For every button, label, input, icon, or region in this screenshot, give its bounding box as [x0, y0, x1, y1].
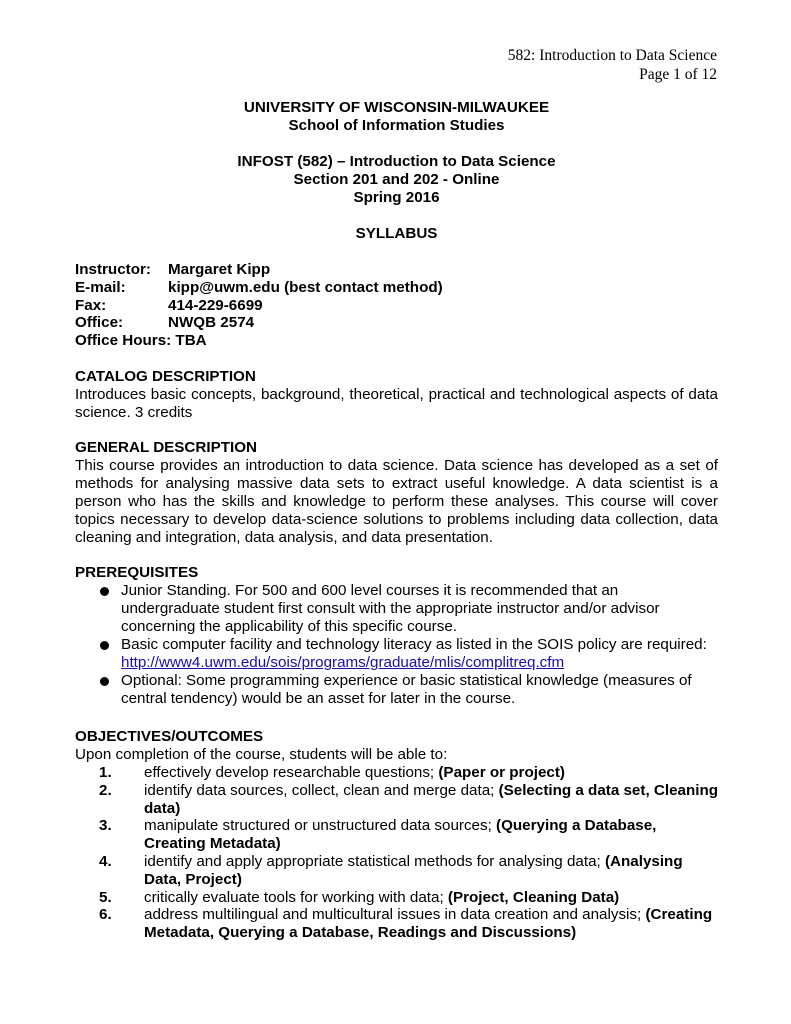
list-item	[75, 636, 718, 672]
list-item	[75, 582, 718, 636]
list-item	[75, 906, 718, 942]
objectives-list	[75, 764, 718, 942]
school-name: School of Information Studies	[288, 117, 505, 134]
prerequisites-heading: PREREQUISITES	[75, 564, 199, 581]
objective-tag: (Querying a Database, Creating Metadata)	[144, 817, 657, 853]
objective-number: 3.	[99, 817, 112, 835]
office-row	[75, 314, 718, 332]
general-text: This course provides an introduction to data science. Data science has developed as a set of methods for analysing massive data sets to extract useful knowledge. A data scientist is a person who has the skills and knowledge to perform these analyses. This course will cover topics necessary to develop data-science solutions to problems including data collection, data cleaning and integration, data analysis, and data presentation.	[75, 457, 718, 546]
list-item	[75, 672, 718, 708]
general-heading: GENERAL DESCRIPTION	[75, 439, 257, 456]
office-label: Office:	[75, 314, 124, 332]
university-name: UNIVERSITY OF WISCONSIN-MILWAUKEE	[243, 99, 550, 116]
office-hours: Office Hours: TBA	[75, 332, 207, 350]
catalog-heading: CATALOG DESCRIPTION	[75, 368, 256, 385]
instructor-info	[75, 261, 718, 350]
header-page-number: Page 1 of 12	[639, 66, 717, 83]
bullet-icon	[100, 677, 109, 686]
objective-number: 5.	[99, 888, 112, 906]
sois-policy-link[interactable]: http://www4.uwm.edu/sois/programs/graduate/mlis/complitreq.cfm	[121, 654, 565, 671]
list-item	[75, 764, 718, 782]
fax-value: 414-229-6699	[168, 296, 263, 314]
objective-number: 2.	[99, 781, 112, 799]
email-row	[75, 279, 718, 297]
objective-number: 4.	[99, 852, 112, 870]
email-label: E-mail:	[75, 278, 126, 296]
course-term: Spring 2016	[353, 189, 440, 206]
objective-text: identify and apply appropriate statistical methods for analysing data;	[144, 852, 605, 870]
objective-text: address multilingual and multicultural issues in data creation and analysis;	[144, 906, 646, 924]
office-hours-row	[75, 332, 718, 350]
bullet-icon	[100, 587, 109, 596]
instructor-name: Margaret Kipp	[168, 261, 271, 278]
prerequisite-1: Junior Standing. For 500 and 600 level courses it is recommended that an undergraduate student first consult with the appropriate instructor and/or advisor concerning the applicability of this specific course.	[121, 582, 660, 635]
fax-row	[75, 297, 718, 315]
objective-tag: (Analysing Data, Project)	[144, 852, 683, 888]
fax-label: Fax:	[75, 296, 107, 314]
objectives-intro: Upon completion of the course, students will be able to:	[75, 746, 448, 763]
objective-tag: (Project, Cleaning Data)	[447, 888, 620, 906]
objective-text: identify data sources, collect, clean and merge data;	[144, 781, 499, 799]
objectives-heading: OBJECTIVES/OUTCOMES	[75, 728, 264, 745]
objective-text: critically evaluate tools for working with data;	[144, 888, 448, 906]
prerequisites-list	[75, 582, 718, 708]
prerequisite-2: Basic computer facility and technology literacy as listed in the SOIS policy are required:	[121, 636, 707, 653]
office-value: NWQB 2574	[168, 314, 255, 332]
course-section: Section 201 and 202 - Online	[293, 171, 500, 188]
prerequisite-3: Optional: Some programming experience or basic statistical knowledge (measures of central tendency) would be an asset for later in the course.	[121, 672, 692, 707]
email-value: kipp@uwm.edu (best contact method)	[168, 278, 443, 296]
list-item	[75, 782, 718, 818]
objective-tag: (Selecting a data set, Cleaning data)	[144, 781, 719, 817]
course-title: INFOST (582) – Introduction to Data Science	[237, 153, 556, 170]
list-item	[75, 817, 718, 853]
list-item	[75, 889, 718, 907]
catalog-text: Introduces basic concepts, background, theoretical, practical and technological aspects of data science. 3 credits	[75, 386, 718, 421]
instructor-row	[75, 261, 718, 279]
objectives-section	[75, 728, 718, 942]
running-header	[508, 46, 717, 84]
objective-tag: (Paper or project)	[438, 764, 565, 781]
objective-number: 6.	[99, 906, 112, 924]
objective-number: 1.	[99, 764, 112, 781]
document-type: SYLLABUS	[355, 225, 438, 242]
list-item	[75, 853, 718, 889]
objective-tag: (Creating Metadata, Querying a Database, Readings and Discussions)	[144, 906, 713, 942]
prerequisites-section	[75, 564, 718, 708]
catalog-section	[75, 368, 718, 422]
instructor-label: Instructor:	[75, 261, 151, 278]
bullet-icon	[100, 641, 109, 650]
general-section	[75, 439, 718, 547]
objective-text: effectively develop researchable questions;	[144, 764, 439, 781]
header-course-ref: 582: Introduction to Data Science	[507, 47, 717, 64]
objective-text: manipulate structured or unstructured data sources;	[144, 817, 497, 835]
